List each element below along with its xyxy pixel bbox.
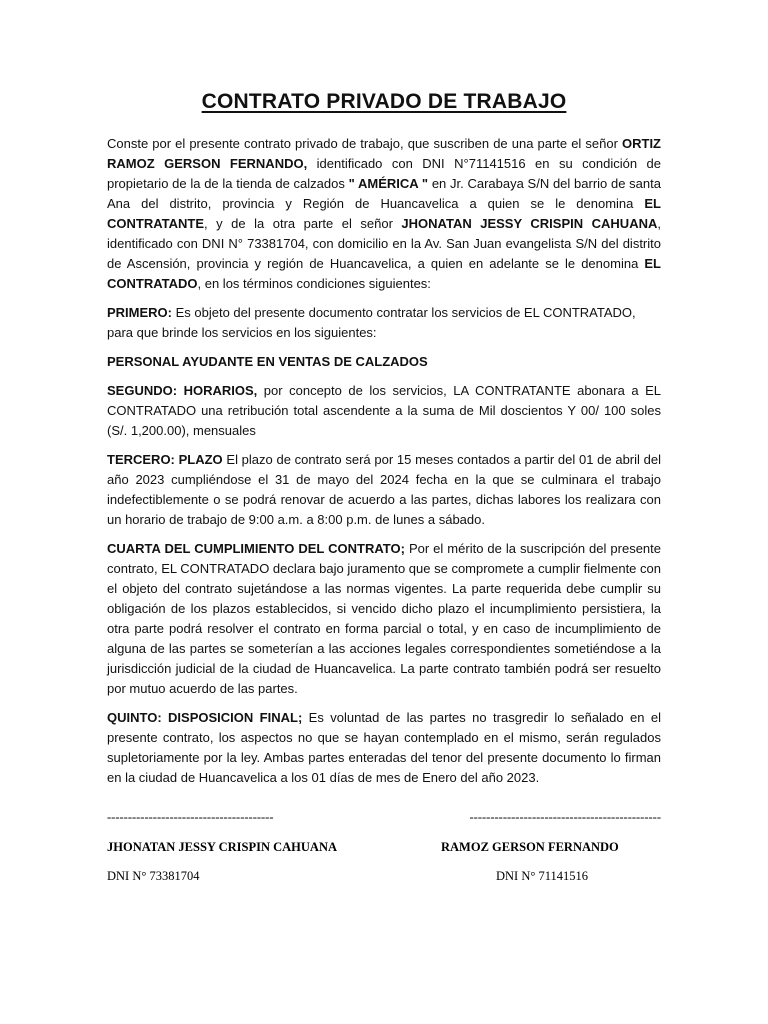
- clause-primero: [107, 303, 661, 343]
- signature-lines: [107, 810, 661, 825]
- contratante-label: EL CONTRATANTE: [107, 196, 661, 231]
- signature-names: [107, 840, 661, 855]
- signatory-right-dni: DNI N° 71141516: [496, 869, 589, 883]
- clause-tercero-heading: TERCERO: PLAZO: [107, 452, 223, 467]
- clause-cuarta-heading: CUARTA DEL CUMPLIMIENTO DEL CONTRATO;: [107, 541, 405, 556]
- store-name: " AMÉRICA ": [348, 176, 429, 191]
- clause-primero-heading: PRIMERO:: [107, 305, 172, 320]
- personal-heading-text: PERSONAL AYUDANTE EN VENTAS DE CALZADOS: [107, 354, 428, 369]
- clause-tercero: [107, 450, 661, 530]
- intro-text-5: , identificado con DNI N° 73381704, con domicilio en la Av. San Juan evangelista S/N del distrito de Ascensión, provincia y región de Huancavelica, a quien en adelante se le denomina: [107, 216, 661, 271]
- clause-segundo-text: por concepto de los servicios, LA CONTRATANTE abonara a EL CONTRATADO una retribución total ascendente a la suma de Mil doscientos Y 00/ 100 soles (S/. 1,200.00), mensuales: [107, 383, 661, 438]
- clause-quinto: [107, 708, 661, 788]
- intro-text-6: , en los términos condiciones siguientes:: [197, 276, 431, 291]
- clause-tercero-text: El plazo de contrato será por 15 meses contados a partir del 01 de abril del año 2023 cumpliéndose el 31 de mayo del 2024 fecha en la que se culminara el trabajo indefectiblemente o se podrá renovar de acuerdo a las partes, dichas labores los realizara con un horario de trabajo de 9:00 a.m. a 8:00 p.m. de lunes a sábado.: [107, 452, 661, 527]
- signature-dni: [107, 869, 661, 884]
- signature-line-left: ----------------------------------------: [107, 810, 274, 824]
- clause-segundo: [107, 381, 661, 441]
- personal-heading: [107, 352, 661, 372]
- employee-name: JHONATAN JESSY CRISPIN CAHUANA: [401, 216, 658, 231]
- clause-quinto-text: Es voluntad de las partes no trasgredir lo señalado en el presente contrato, los aspectos no que se hayan contemplado en el mismo, serán regulados supletoriamente por la ley. Ambas partes enteradas del tenor del presente documento lo firman en la ciudad de Huancavelica a los 01 días de mes de Enero del año 2023.: [107, 710, 661, 785]
- clause-cuarta: [107, 539, 661, 699]
- document-title: CONTRATO PRIVADO DE TRABAJO: [201, 90, 567, 113]
- signature-line-right: ----------------------------------------------: [469, 810, 661, 824]
- signatory-left-dni: DNI N° 73381704: [107, 869, 200, 883]
- employer-name: ORTIZ RAMOZ GERSON FERNANDO,: [107, 136, 661, 171]
- clause-primero-text: Es objeto del presente documento contratar los servicios de EL CONTRATADO, para que brinde los servicios en los siguientes:: [107, 305, 636, 340]
- clause-segundo-heading: SEGUNDO: HORARIOS,: [107, 383, 258, 398]
- clause-quinto-heading: QUINTO: DISPOSICION FINAL;: [107, 710, 303, 725]
- intro-text-4: , y de la otra parte el señor: [204, 216, 402, 231]
- intro-text-1: Conste por el presente contrato privado de trabajo, que suscriben de una parte el señor: [107, 136, 622, 151]
- clause-cuarta-text: Por el mérito de la suscripción del presente contrato, EL CONTRATADO declara bajo juramento que se compromete a cumplir fielmente con el objeto del contrato sujetándose a las normas vigentes. La parte requerida debe cumplir su obligación de los plazos establecidos, si vencido dicho plazo el incumplimiento persistiera, la otra parte podrá resolver el contrato en forma parcial o total, y en caso de incumplimiento de alguna de las partes se someterían a las acciones legales correspondientes sometiéndose a la jurisdicción judicial de la ciudad de Huancavelica. La parte contrato también podrá ser resuelto por mutuo acuerdo de las partes.: [107, 541, 661, 696]
- signatory-left-name: JHONATAN JESSY CRISPIN CAHUANA: [107, 840, 337, 854]
- intro-paragraph: [107, 134, 661, 294]
- contratado-label: EL CONTRATADO: [107, 256, 661, 291]
- intro-text-3: en Jr. Carabaya S/N del barrio de santa Ana del distrito, provincia y Región de Huancavelica a quien se le denomina: [107, 176, 661, 211]
- intro-text-2: identificado con DNI N°71141516 en su condición de propietario de la de la tienda de calzados: [107, 156, 661, 191]
- signatory-right-name: RAMOZ GERSON FERNANDO: [441, 840, 619, 854]
